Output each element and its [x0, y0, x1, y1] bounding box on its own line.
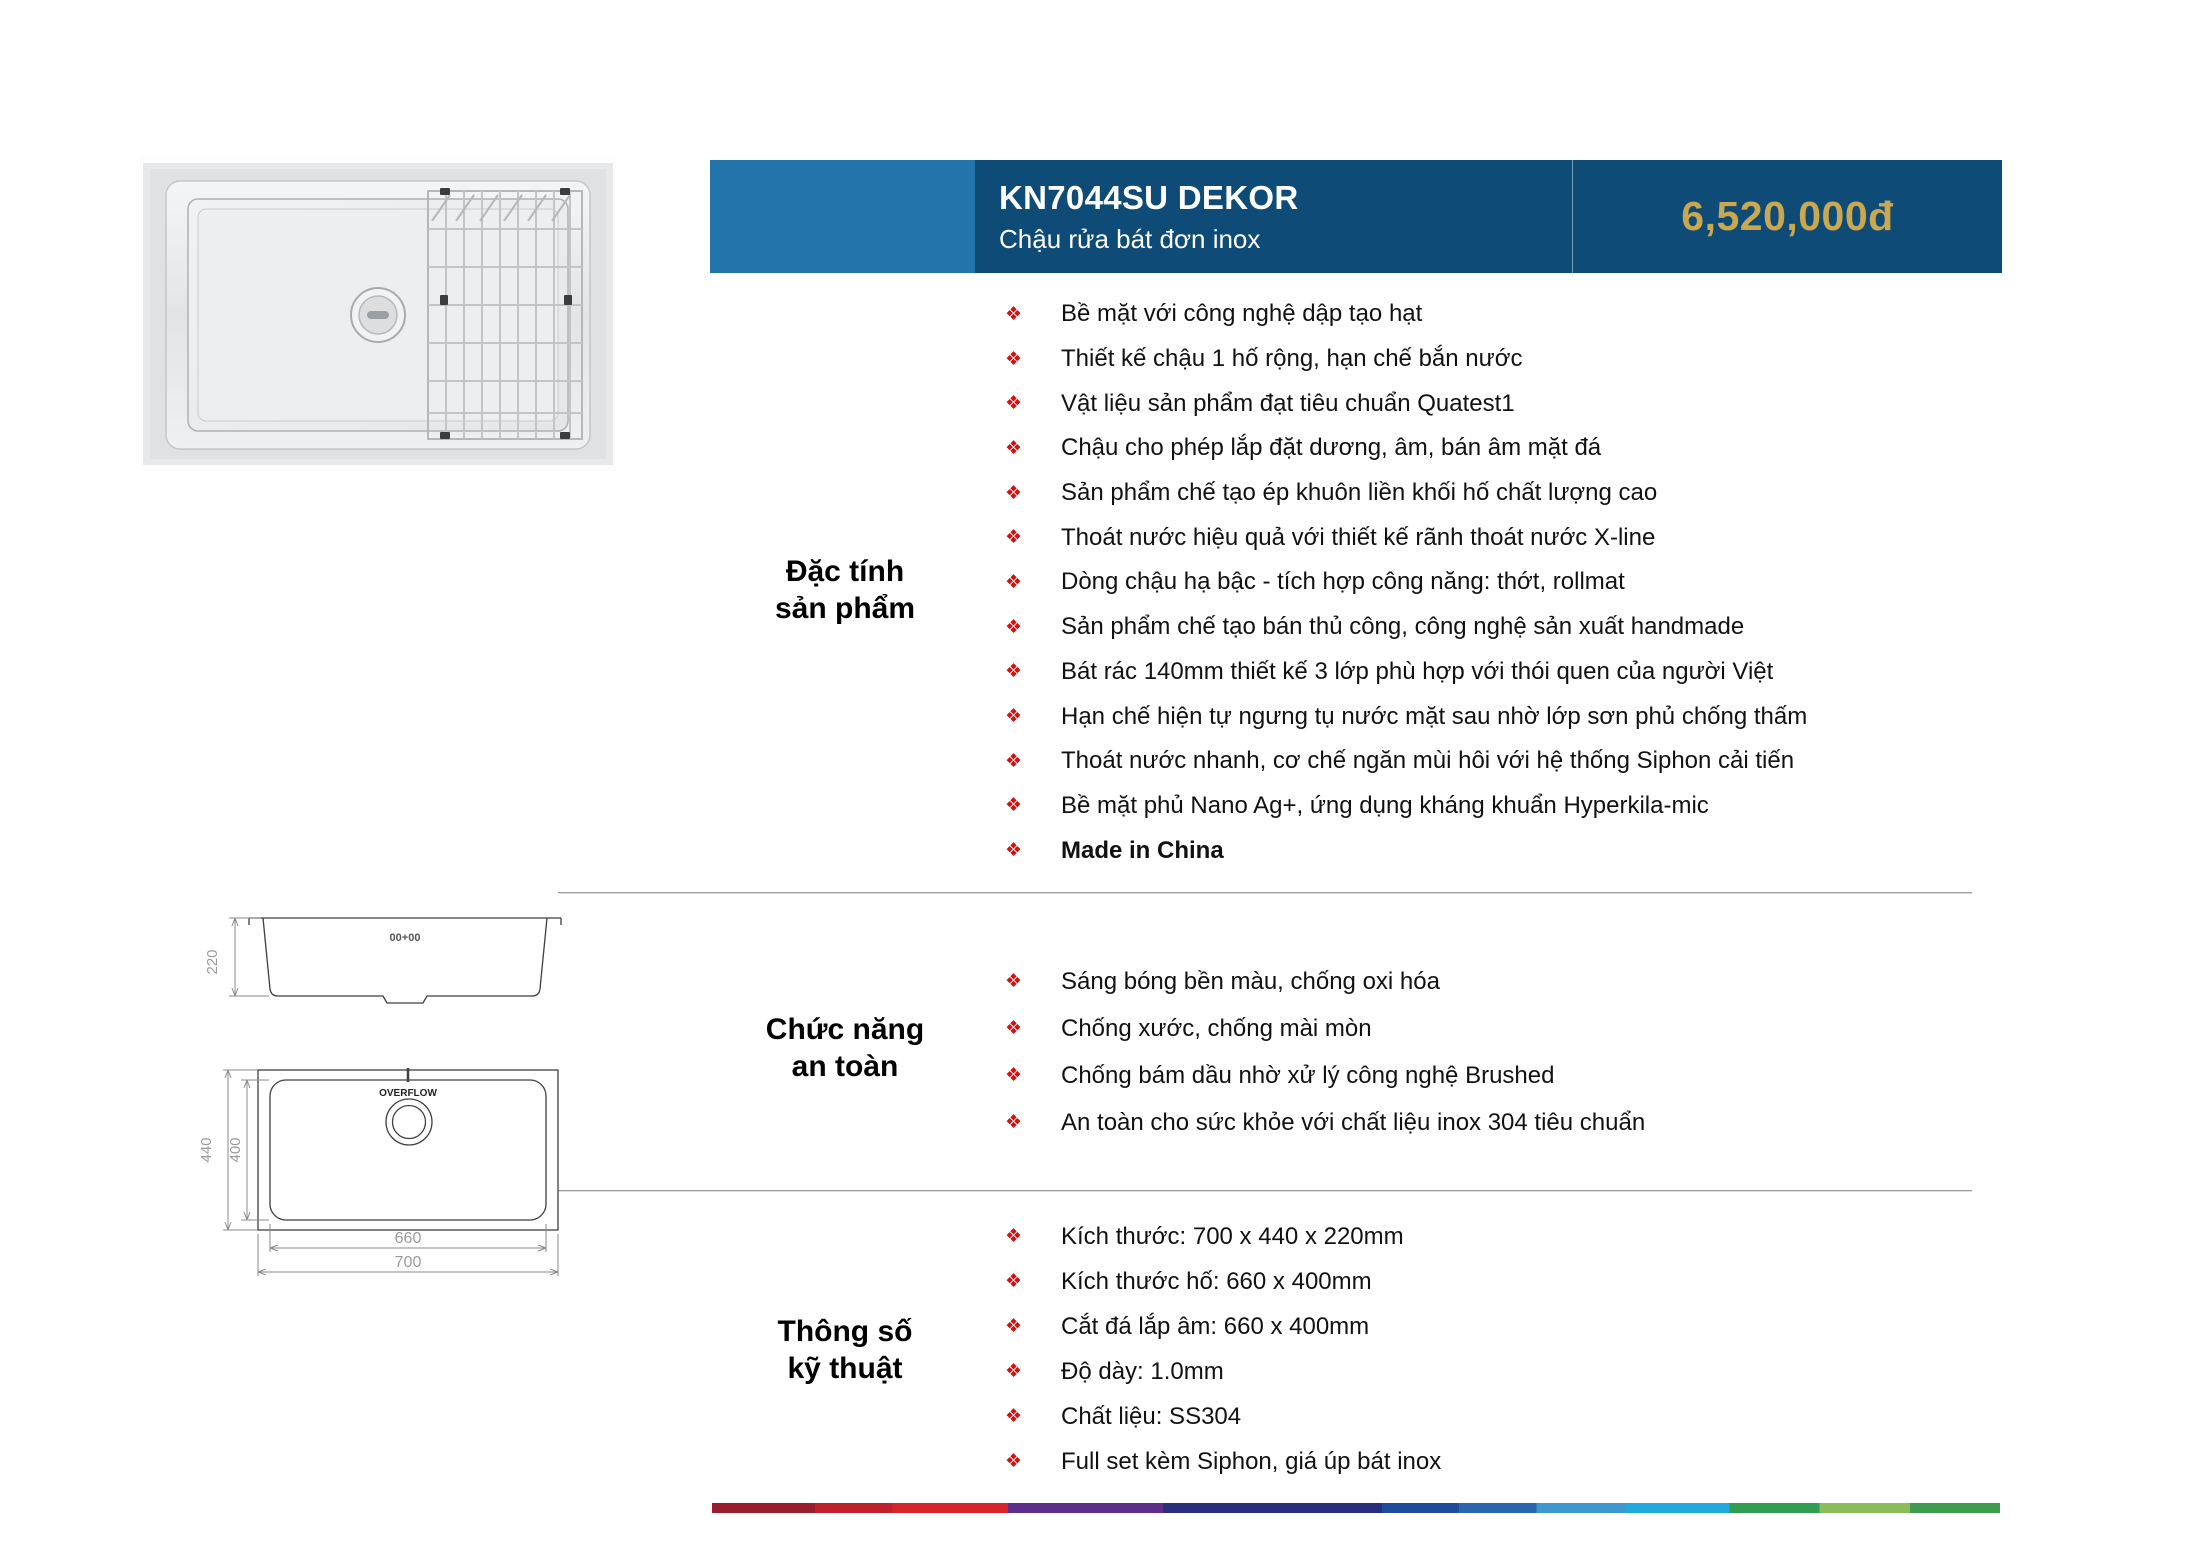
section-label-line: Thông số: [777, 1315, 913, 1348]
diamond-bullet-icon: ❖: [1005, 482, 1023, 504]
inner-height-label: 400: [227, 1137, 244, 1163]
diamond-bullet-icon: ❖: [1005, 348, 1023, 370]
diamond-bullet-icon: ❖: [1005, 616, 1023, 638]
feature-text: Vật liệu sản phẩm đạt tiêu chuẩn Quatest1: [1061, 389, 1515, 417]
feature-item: [1005, 784, 1807, 829]
technical-drawing: [145, 878, 565, 1278]
diamond-bullet-icon: ❖: [1005, 1018, 1023, 1039]
diamond-bullet-icon: ❖: [1005, 393, 1023, 415]
feature-item: [1005, 292, 1807, 337]
header-accent-block: [710, 160, 975, 273]
feature-text: Sản phẩm chế tạo bán thủ công, công nghệ sản xuất handmade: [1061, 613, 1745, 641]
feature-item: [1005, 739, 1807, 784]
feature-text: Hạn chế hiện tự ngưng tụ nước mặt sau nhờ lớp sơn phủ chống thấm: [1061, 702, 1808, 730]
feature-item: [1005, 515, 1807, 560]
feature-list-safety: [1005, 958, 1645, 1146]
diamond-bullet-icon: ❖: [1005, 1112, 1023, 1133]
diamond-bullet-icon: ❖: [1005, 437, 1023, 459]
diamond-bullet-icon: ❖: [1005, 1361, 1023, 1382]
feature-text: Bề mặt phủ Nano Ag+, ứng dụng kháng khuẩn Hyperkila-mic: [1061, 791, 1709, 819]
feature-text: Chống bám dầu nhờ xử lý công nghệ Brushed: [1061, 1061, 1555, 1089]
section-label-specs: [700, 1313, 990, 1387]
feature-text: Chống xước, chống mài mòn: [1061, 1014, 1372, 1042]
drain-icon: [351, 288, 405, 342]
section-label-line: kỹ thuật: [787, 1352, 903, 1385]
feature-list-features: [1005, 292, 1807, 873]
feature-item: [1005, 1349, 1441, 1394]
section-label-safety: [700, 1011, 990, 1085]
feature-item: [1005, 1099, 1645, 1146]
section-label-features: [700, 553, 990, 627]
diamond-bullet-icon: ❖: [1005, 795, 1023, 817]
feature-text: Dòng chậu hạ bậc - tích hợp công năng: thớt, rollmat: [1061, 568, 1625, 596]
diamond-bullet-icon: ❖: [1005, 1065, 1023, 1086]
feature-text: Kích thước hố: 660 x 400mm: [1061, 1267, 1372, 1295]
feature-text: An toàn cho sức khỏe với chất liệu inox 304 tiêu chuẩn: [1061, 1108, 1646, 1136]
feature-text: Bát rác 140mm thiết kế 3 lớp phù hợp với thói quen của người Việt: [1061, 657, 1774, 685]
feature-text: Độ dày: 1.0mm: [1061, 1357, 1224, 1385]
overflow-label: OVERFLOW: [379, 1088, 437, 1099]
section-label-line: sản phẩm: [774, 592, 916, 625]
feature-item: [1005, 560, 1807, 605]
feature-item: [1005, 1052, 1645, 1099]
feature-item: [1005, 1439, 1441, 1484]
diamond-bullet-icon: ❖: [1005, 706, 1023, 728]
feature-text: Thoát nước nhanh, cơ chế ngăn mùi hôi với hệ thống Siphon cải tiến: [1061, 747, 1795, 775]
price-block: [1572, 160, 2002, 273]
feature-item: [1005, 1259, 1441, 1304]
feature-item: [1005, 1394, 1441, 1439]
diamond-bullet-icon: ❖: [1005, 750, 1023, 772]
feature-item: [1005, 381, 1807, 426]
section-label-line: Chức năng: [765, 1013, 925, 1046]
diamond-bullet-icon: ❖: [1005, 661, 1023, 683]
diamond-bullet-icon: ❖: [1005, 1226, 1023, 1247]
section-divider: [558, 1190, 1972, 1192]
display-mark-label: 00+00: [389, 932, 421, 944]
diamond-bullet-icon: ❖: [1005, 303, 1023, 325]
feature-list-specs: [1005, 1214, 1441, 1484]
side-height-label: 220: [204, 949, 221, 975]
sink-photo-illustration: [140, 155, 616, 471]
feature-text: Thoát nước hiệu quả với thiết kế rãnh thoát nước X-line: [1061, 523, 1656, 551]
diamond-bullet-icon: ❖: [1005, 840, 1023, 862]
side-view: [249, 918, 561, 1003]
feature-item: [1005, 471, 1807, 516]
outer-width-label: 700: [394, 1254, 422, 1271]
product-subtitle: Chậu rửa bát đơn inox: [999, 223, 1261, 254]
feature-item: [1005, 958, 1645, 1005]
product-price: 6,520,000đ: [1681, 193, 1894, 239]
inner-width-label: 660: [394, 1230, 422, 1247]
product-photo: [140, 155, 616, 471]
feature-text: Chậu cho phép lắp đặt dương, âm, bán âm mặt đá: [1061, 434, 1602, 462]
diamond-bullet-icon: ❖: [1005, 1406, 1023, 1427]
feature-text: Bề mặt với công nghệ dập tạo hạt: [1061, 300, 1423, 328]
section-label-line: Đặc tính: [785, 555, 905, 588]
feature-text: Thiết kế chậu 1 hố rộng, hạn chế bắn nước: [1061, 345, 1523, 373]
diamond-bullet-icon: ❖: [1005, 571, 1023, 593]
diamond-bullet-icon: ❖: [1005, 1451, 1023, 1472]
feature-text: Kích thước: 700 x 440 x 220mm: [1061, 1222, 1404, 1250]
dim-400: [241, 1080, 269, 1220]
product-header: [710, 160, 2002, 273]
diamond-bullet-icon: ❖: [1005, 1271, 1023, 1292]
feature-item: [1005, 426, 1807, 471]
section-divider: [558, 892, 1972, 894]
feature-text: Made in China: [1061, 836, 1224, 864]
feature-item: [1005, 337, 1807, 382]
dim-220: [229, 918, 269, 996]
feature-item: [1005, 605, 1807, 650]
feature-text: Chất liệu: SS304: [1061, 1402, 1242, 1430]
feature-text: Sáng bóng bền màu, chống oxi hóa: [1061, 967, 1440, 995]
feature-item: [1005, 1304, 1441, 1349]
diamond-bullet-icon: ❖: [1005, 971, 1023, 992]
feature-item: [1005, 694, 1807, 739]
feature-item: [1005, 1214, 1441, 1259]
diamond-bullet-icon: ❖: [1005, 527, 1023, 549]
outer-height-label: 440: [198, 1137, 215, 1163]
footer-gradient-bar: [712, 1503, 2000, 1513]
feature-text: Sản phẩm chế tạo ép khuôn liền khối hố chất lượng cao: [1061, 479, 1658, 507]
feature-item: [1005, 650, 1807, 695]
diamond-bullet-icon: ❖: [1005, 1316, 1023, 1337]
product-model: KN7044SU DEKOR: [999, 178, 1299, 216]
feature-text: Cắt đá lắp âm: 660 x 400mm: [1061, 1312, 1370, 1340]
section-label-line: an toàn: [791, 1050, 899, 1083]
feature-text: Full set kèm Siphon, giá úp bát inox: [1061, 1447, 1442, 1475]
dimension-drawing: [145, 878, 565, 1278]
feature-item: [1005, 828, 1807, 873]
header-title-block: [975, 160, 1572, 273]
feature-item: [1005, 1005, 1645, 1052]
